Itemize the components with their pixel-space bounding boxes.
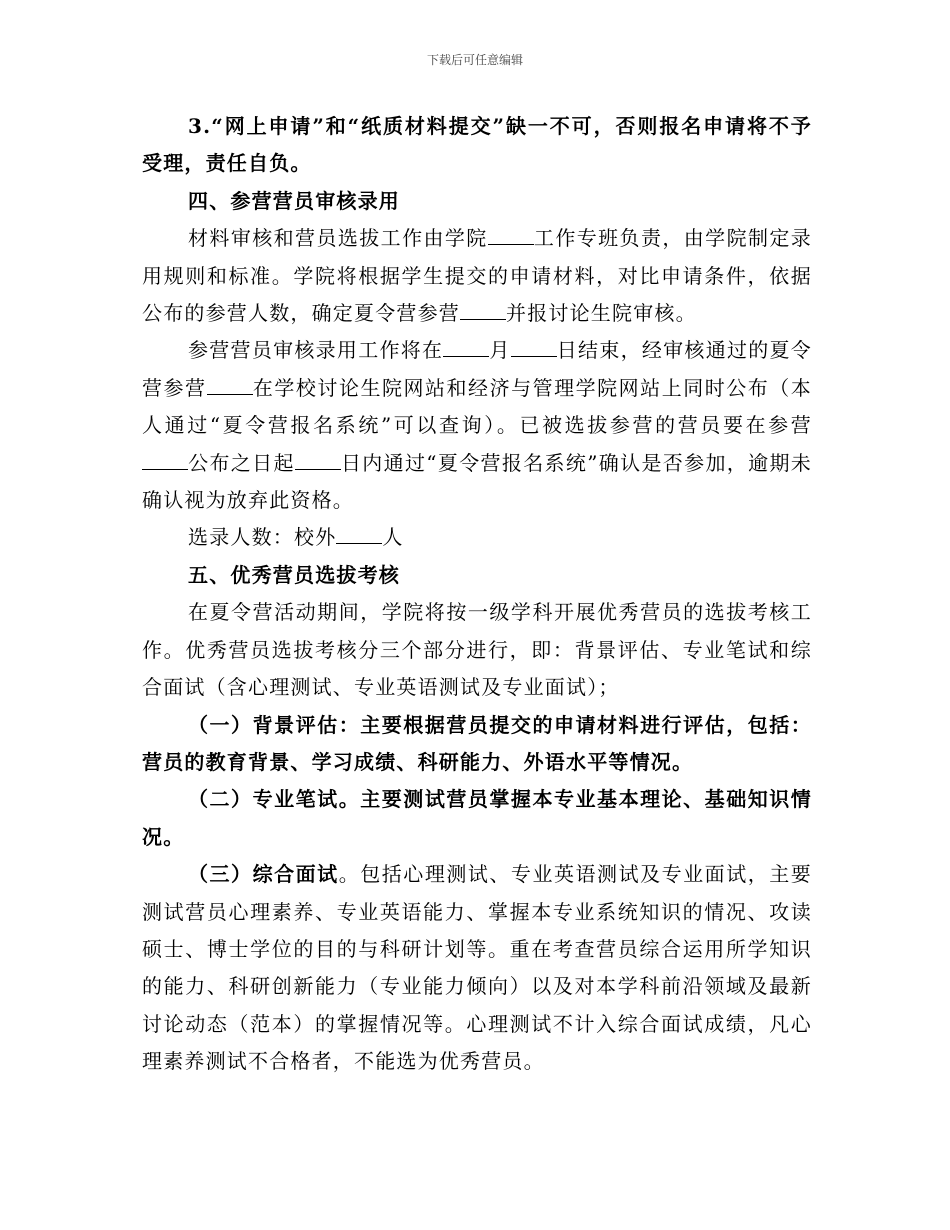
text-segment: 并报讨论生院审核。 — [506, 301, 697, 326]
blank-line — [142, 451, 188, 470]
text-segment: 日结束，经审核通过的夏令营参营 — [142, 338, 813, 400]
blank-line — [460, 301, 506, 320]
section-heading-5: 五、优秀营员选拔考核 — [188, 562, 400, 587]
text-segment: 人 — [382, 525, 404, 550]
interview-heading: （三）综合面试 — [188, 862, 339, 887]
text-segment: 选录人数：校外 — [188, 525, 337, 550]
section-heading-4: 四、参营营员审核录用 — [188, 188, 400, 213]
text-segment: 月 — [489, 338, 511, 363]
text-segment: 在学校讨论生院网站和经济与管理学院网站上同时公布（本人通过“夏令营报名系统”可以查询）。已被选拔参营的营员要在参营 — [142, 375, 812, 438]
paragraph-selection-count — [142, 519, 812, 556]
blank-line — [295, 451, 341, 470]
paragraph-background-evaluation: （一）背景评估：主要根据营员提交的申请材料进行评估，包括：营员的教育背景、学习成绩、科研能力、外语水平等情况。 — [142, 712, 812, 774]
paragraph-interview — [142, 856, 812, 1080]
paragraph-review-selection — [142, 220, 812, 332]
blank-line — [488, 226, 534, 245]
text-segment: 公布之日起 — [188, 450, 295, 475]
paragraph-assessment-overview: 在夏令营活动期间，学院将按一级学科开展优秀营员的选拔考核工作。优秀营员选拔考核分三个部分进行，即：背景评估、专业笔试和综合面试（含心理测试、专业英语测试及专业面试）； — [142, 600, 812, 700]
document-body — [142, 108, 812, 1081]
text-segment: （二） — [188, 787, 253, 812]
paragraph-online-and-paper-requirement: 3.“网上申请”和“纸质材料提交”缺一不可，否则报名申请将不予受理，责任自负。 — [142, 114, 812, 176]
text-segment: 参营营员审核录用工作将在 — [188, 338, 444, 363]
text-segment: 。包括心理测试、专业英语测试及专业面试，主要测试营员心理素养、专业英语能力、掌握本专业系统知识的情况、攻读硕士、博士学位的目的与科研计划等。重在考查营员综合运用所学知识的能力、科研创新能力（专业能力倾向）以及对本学科前沿领域及最新讨论动态（范本）的掌握情况等。心理测试不计入综合面试成绩，凡心理素养测试不合格者，不能选为优秀营员。 — [142, 862, 812, 1074]
text-segment: 材料审核和营员选拔工作由学院 — [188, 226, 488, 251]
text-segment: 专业笔试。主要测试营员掌握本专业基本理论、基础知识情况。 — [142, 787, 812, 849]
blank-line — [511, 338, 557, 357]
blank-line — [336, 525, 382, 544]
paragraph-written-exam — [142, 781, 812, 856]
blank-line — [443, 338, 489, 357]
text-segment: 日内通过“夏令营报名系统”确认是否参加，逾期未确认视为放弃此资格。 — [142, 450, 812, 513]
text-segment: 工作专班负责，由学院制定录用规则和标准。学院将根据学生提交的申请材料，对比申请条件，依据公布的参营人数，确定夏令营参营 — [142, 226, 812, 326]
paragraph-review-schedule — [142, 332, 812, 519]
page-header-note: 下载后可任意编辑 — [426, 53, 523, 67]
blank-line — [207, 376, 253, 395]
